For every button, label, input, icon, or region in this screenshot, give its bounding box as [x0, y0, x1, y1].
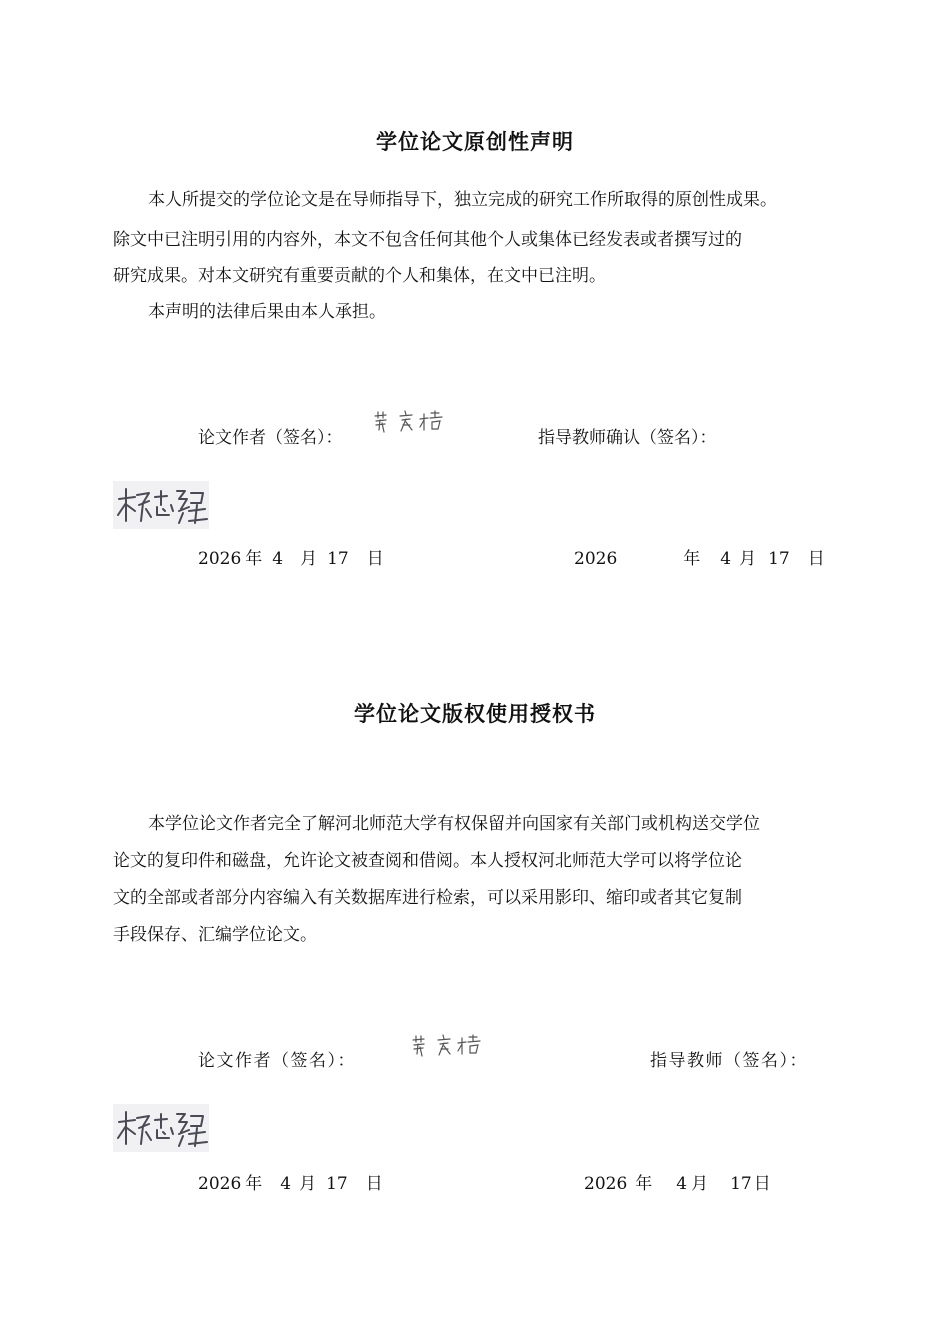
- declaration-para2: 本声明的法律后果由本人承担。: [148, 302, 386, 322]
- authorization-line2: 论文的复印件和磁盘，允许论文被查阅和借阅。本人授权河北师范大学可以将学位论: [113, 851, 742, 871]
- auth-author-date-day: 17: [326, 1174, 348, 1194]
- auth-author-date-year: 2026: [198, 1174, 242, 1194]
- author-date-year-unit: 年: [245, 549, 263, 569]
- author-signature-image: [372, 408, 452, 436]
- advisor-signature-image: [113, 481, 209, 529]
- authorization-author-date: [198, 1169, 383, 1194]
- advisor-date-year: 2026: [574, 549, 618, 569]
- auth-author-date-month-unit: 月: [299, 1174, 317, 1194]
- declaration-author-label: 论文作者（签名）：: [198, 428, 343, 448]
- declaration-title: 学位论文原创性声明: [376, 130, 574, 154]
- authorization-line3: 文的全部或者部分内容编入有关数据库进行检索，可以采用影印、缩印或者其它复制: [113, 888, 742, 908]
- author-date-day: 17: [327, 549, 349, 569]
- author-date-month-unit: 月: [300, 549, 318, 569]
- declaration-para1-line2: 除文中已注明引用的内容外，本文不包含任何其他个人或集体已经发表或者撰写过的: [113, 230, 742, 250]
- declaration-para1-line1: 本人所提交的学位论文是在导师指导下，独立完成的研究工作所取得的原创性成果。: [148, 190, 777, 210]
- auth-author-date-year-unit: 年: [245, 1174, 263, 1194]
- author-signature-image-2: [410, 1032, 490, 1060]
- advisor-date-day: 17: [768, 549, 790, 569]
- authorization-author-label: 论文作者（签名）：: [198, 1051, 356, 1071]
- auth-advisor-date-day: 17: [730, 1174, 752, 1194]
- declaration-para1-line3: 研究成果。对本文研究有重要贡献的个人和集体，在文中已注明。: [113, 266, 606, 286]
- advisor-date-month: 4: [720, 549, 732, 569]
- declaration-advisor-date: [574, 544, 825, 569]
- declaration-author-date: [198, 544, 384, 569]
- author-date-day-unit: 日: [366, 549, 384, 569]
- author-date-year: 2026: [198, 549, 242, 569]
- advisor-date-day-unit: 日: [807, 549, 825, 569]
- auth-advisor-date-year: 2026: [584, 1174, 628, 1194]
- authorization-line4: 手段保存、汇编学位论文。: [113, 925, 317, 945]
- auth-advisor-date-month-unit: 月: [691, 1174, 709, 1194]
- auth-advisor-date-day-unit: 日: [753, 1174, 771, 1194]
- advisor-date-month-unit: 月: [739, 549, 757, 569]
- authorization-advisor-date: [584, 1169, 771, 1194]
- auth-author-date-month: 4: [280, 1174, 292, 1194]
- authorization-title: 学位论文版权使用授权书: [354, 702, 596, 726]
- advisor-date-year-unit: 年: [683, 549, 701, 569]
- auth-author-date-day-unit: 日: [365, 1174, 383, 1194]
- auth-advisor-date-year-unit: 年: [635, 1174, 653, 1194]
- authorization-advisor-label: 指导教师（签名）：: [650, 1051, 808, 1071]
- authorization-line1: 本学位论文作者完全了解河北师范大学有权保留并向国家有关部门或机构送交学位: [148, 814, 760, 834]
- declaration-advisor-label: 指导教师确认（签名）：: [538, 428, 717, 448]
- auth-advisor-date-month: 4: [676, 1174, 688, 1194]
- author-date-month: 4: [272, 549, 284, 569]
- advisor-signature-image-2: [113, 1104, 209, 1152]
